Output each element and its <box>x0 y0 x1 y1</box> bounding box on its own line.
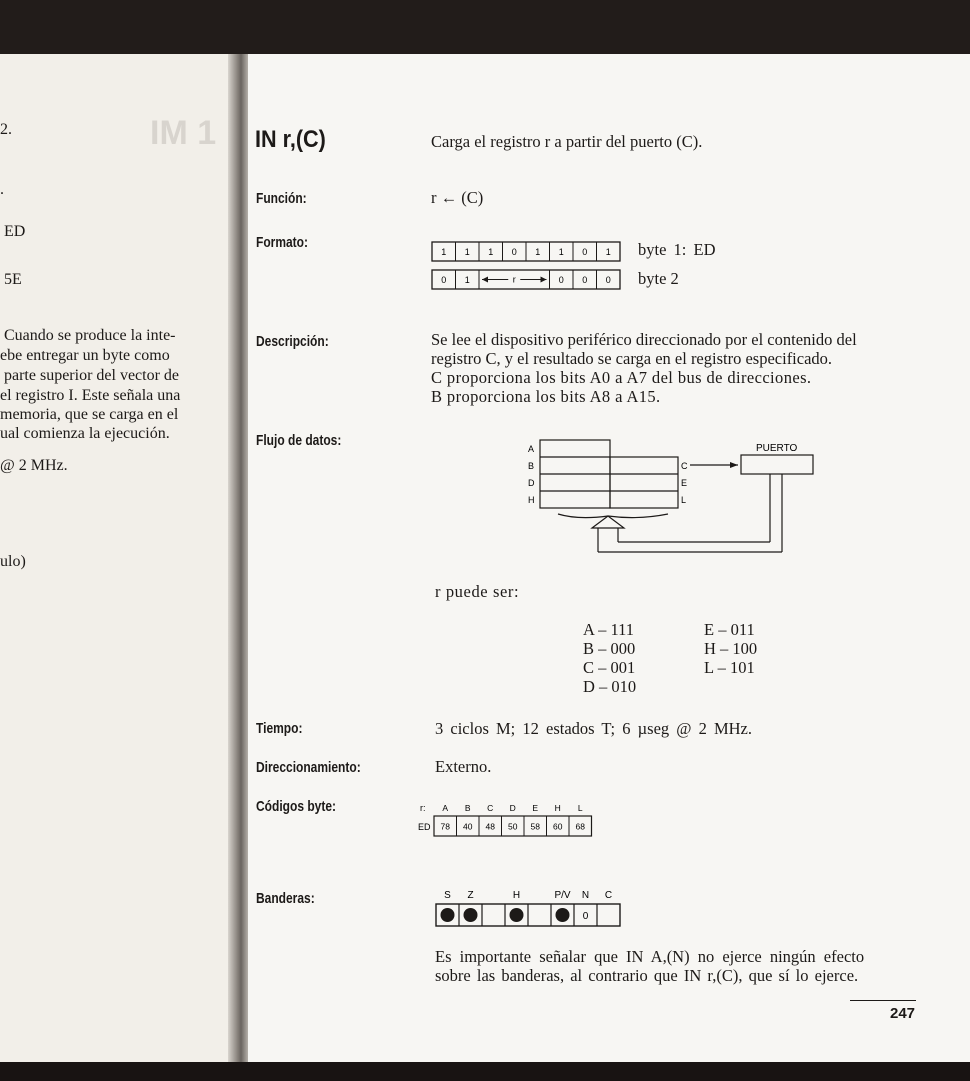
left-line: Cuando se produce la inte- <box>4 327 176 344</box>
descripcion-line: registro C, y el resultado se carga en el registro especificado. <box>431 349 833 368</box>
port-label: PUERTO <box>756 443 798 454</box>
left-page <box>0 54 236 1062</box>
byte2-label: byte 2 <box>638 269 679 288</box>
descripcion-line: C proporciona los bits A0 a A7 del bus de direcciones. <box>431 368 812 387</box>
code-reg-header: E <box>532 803 539 813</box>
left-line: ual comienza la ejecución. <box>0 425 170 442</box>
byte-code-table <box>418 800 608 844</box>
bit-cell: 0 <box>582 275 588 285</box>
nota-line: Es importante señalar que IN A,(N) no ejerce ningún efecto <box>435 947 865 966</box>
code-reg-header: L <box>577 803 583 813</box>
flow-reg-label: D <box>528 478 535 488</box>
scan-top-border <box>0 0 970 54</box>
flag-affected-dot <box>510 908 524 922</box>
bit-cell: 1 <box>535 247 541 257</box>
arrow-to-register <box>592 516 624 528</box>
label-codigos: Códigos byte: <box>256 798 336 815</box>
r-puede-ser: r puede ser: <box>435 582 520 601</box>
left-line: . <box>0 181 4 198</box>
byte1-label: byte 1: ED <box>638 240 716 259</box>
flow-reg-label: E <box>681 478 688 488</box>
codes-row-label: ED <box>418 822 431 832</box>
code-cell: 58 <box>530 821 540 832</box>
flag-name: H <box>512 890 521 901</box>
left-line: @ 2 MHz. <box>0 457 68 474</box>
byte1-box <box>432 242 620 261</box>
page-number: 247 <box>890 1005 916 1022</box>
r-code: A – 111 <box>583 620 635 639</box>
code-cell: 50 <box>508 821 518 832</box>
code-reg-header: D <box>509 803 516 813</box>
scan-bottom-border <box>0 1062 970 1081</box>
bleed-through-title: IM 1 <box>150 114 217 152</box>
flag-name: P/V <box>554 890 571 901</box>
codes-row-label: r: <box>420 803 426 813</box>
field-r: r <box>512 274 516 285</box>
r-code: C – 001 <box>583 658 636 677</box>
direccionamiento-text: Externo. <box>435 757 492 776</box>
code-cell: 78 <box>440 821 450 832</box>
bit-cell: 0 <box>558 275 564 285</box>
code-reg-header: A <box>442 803 449 813</box>
flow-reg-label: H <box>528 495 535 505</box>
byte2-box <box>432 270 620 289</box>
flow-reg-label: A <box>528 444 535 454</box>
bit-cell: 1 <box>441 247 447 257</box>
left-line: 5E <box>4 271 22 288</box>
r-code: B – 000 <box>583 639 636 658</box>
bit-cell: 1 <box>558 247 564 257</box>
instruction-mnemonic: IN r,(C) <box>255 126 326 153</box>
code-cell: 48 <box>485 821 495 832</box>
label-direccionamiento: Direccionamiento: <box>256 759 361 776</box>
code-cell: 68 <box>575 821 585 832</box>
code-cell: 60 <box>553 821 563 832</box>
bit-cell: 1 <box>464 275 470 285</box>
code-reg-header: H <box>554 803 561 813</box>
flag-value: 0 <box>582 911 589 922</box>
flow-reg-label: L <box>681 495 687 505</box>
code-cell: 40 <box>463 821 473 832</box>
flag-affected-dot <box>441 908 455 922</box>
bit-cell: 0 <box>511 247 517 257</box>
flag-name: Z <box>467 890 474 901</box>
bit-cell: 0 <box>582 247 588 257</box>
r-code: H – 100 <box>704 639 758 658</box>
bit-cell: 1 <box>488 247 494 257</box>
label-formato: Formato: <box>256 234 308 251</box>
left-line: 2. <box>0 121 12 138</box>
flags-diagram <box>434 886 634 930</box>
arrow-to-port <box>730 462 738 468</box>
code-reg-header: B <box>464 803 471 813</box>
flag-cells <box>436 890 620 926</box>
descripcion-line: B proporciona los bits A8 a A15. <box>431 387 661 406</box>
page-number-rule <box>850 1000 916 1001</box>
flow-reg-label: B <box>528 461 535 471</box>
label-tiempo: Tiempo: <box>256 720 303 737</box>
port-box <box>741 455 813 474</box>
bit-cell: 1 <box>605 247 611 257</box>
r-code: D – 010 <box>583 677 637 696</box>
descripcion-line: Se lee el dispositivo periférico direccionado por el contenido del <box>431 330 857 349</box>
label-flujo: Flujo de datos: <box>256 432 342 449</box>
label-descripcion: Descripción: <box>256 333 329 350</box>
left-line: el registro I. Este señala una <box>0 387 181 404</box>
label-funcion: Función: <box>256 190 307 207</box>
left-line: ebe entregar un byte como <box>0 347 170 364</box>
data-flow-diagram <box>518 434 828 564</box>
flag-name: S <box>444 890 451 901</box>
funcion-text: r ← (C) <box>431 188 484 207</box>
left-line: memoria, que se carga en el <box>0 406 179 423</box>
flow-reg-label: C <box>681 461 688 471</box>
right-page <box>248 54 970 1062</box>
instruction-summary: Carga el registro r a partir del puerto (C). <box>431 132 703 151</box>
bit-cell: 0 <box>441 275 447 285</box>
bit-cell: 1 <box>464 247 470 257</box>
flag-affected-dot <box>464 908 478 922</box>
r-code: L – 101 <box>704 658 755 677</box>
flag-name: C <box>604 890 613 901</box>
left-line: ED <box>4 223 26 240</box>
flag-affected-dot <box>556 908 570 922</box>
code-cells <box>434 803 592 836</box>
tiempo-text: 3 ciclos M; 12 estados T; 6 µseg @ 2 MHz. <box>435 719 753 738</box>
left-line: parte superior del vector de <box>4 367 180 384</box>
left-line: ulo) <box>0 553 26 570</box>
bit-cell: 0 <box>605 275 611 285</box>
code-reg-header: C <box>487 803 494 813</box>
label-banderas: Banderas: <box>256 890 315 907</box>
flag-name: N <box>581 890 590 901</box>
nota-line: sobre las banderas, al contrario que IN r,(C), que sí lo ejerce. <box>435 966 859 985</box>
register-block-right <box>610 457 678 508</box>
r-code: E – 011 <box>704 620 755 639</box>
